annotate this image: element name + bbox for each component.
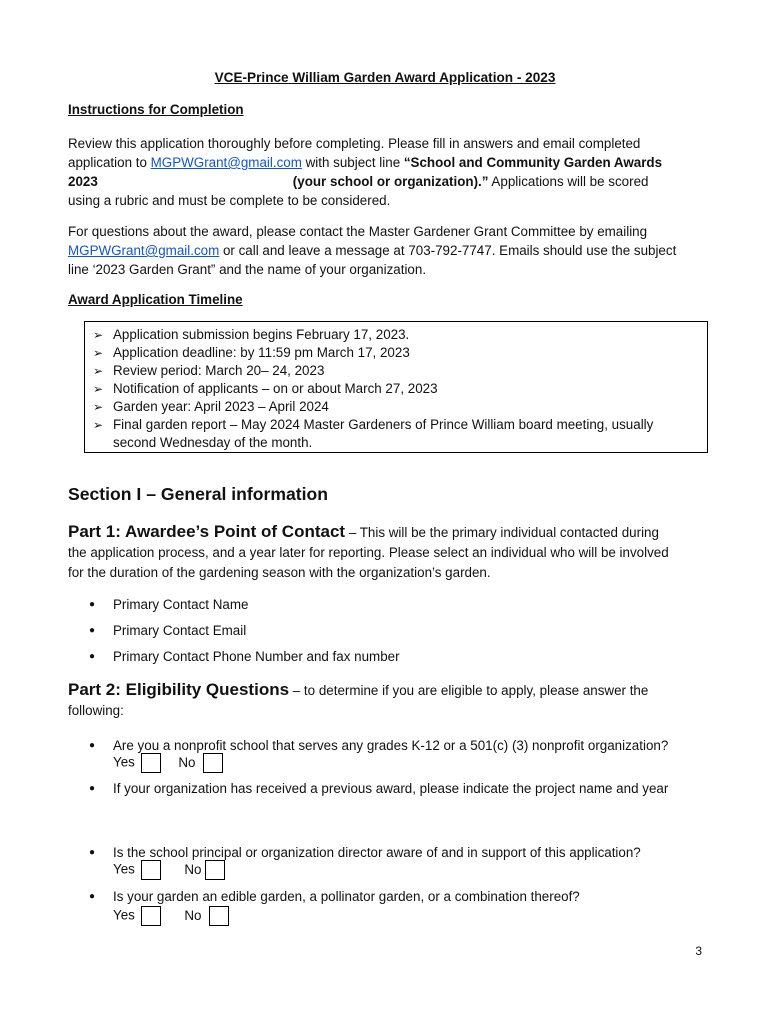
arrow-bullet-icon: ➢ (93, 382, 104, 396)
question-4: Is your garden an edible garden, a pollinator garden, or a combination thereof? (113, 889, 580, 904)
arrow-bullet-icon: ➢ (93, 418, 104, 432)
section-heading: Section I – General information (68, 484, 329, 504)
text: application to (68, 155, 151, 170)
instructions-line (68, 172, 708, 191)
bullet-icon: ● (89, 651, 96, 662)
bullet-icon: ● (89, 891, 96, 902)
instructions-heading: Instructions for Completion (68, 102, 244, 117)
instructions-line: Review this application thoroughly before completing. Please fill in answers and email completed (68, 136, 641, 151)
no-checkbox[interactable] (205, 860, 225, 880)
instructions-paragraph-1 (68, 134, 708, 210)
bold-text: “School and Community Garden Awards (403, 155, 663, 170)
timeline-box (84, 321, 708, 453)
timeline-text: Application deadline: by 11:59 pm March 17, 2023 (113, 345, 410, 360)
no-checkbox[interactable] (203, 753, 223, 773)
yes-label: Yes (113, 861, 135, 877)
question-3: Is the school principal or organization director aware of and in support of this application? (113, 845, 641, 860)
part1-line: the application process, and a year later for reporting. Please select an individual who will be involved (68, 545, 669, 560)
timeline-item (93, 398, 693, 416)
part1-line (68, 522, 708, 543)
timeline-text: Final garden report – May 2024 Master Gardeners of Prince William board meeting, usually second Wednesday of the month. (113, 417, 654, 450)
bullet-icon: ● (89, 625, 96, 636)
timeline-text: Review period: March 20– 24, 2023 (113, 363, 325, 378)
contact-item: Primary Contact Name (113, 597, 249, 612)
yes-checkbox[interactable] (141, 860, 161, 880)
contact-item: Primary Contact Phone Number and fax number (113, 649, 400, 664)
instructions-line: line ‘2023 Garden Grant” and the name of your organization. (68, 262, 427, 277)
timeline-item (93, 344, 693, 362)
email-link[interactable]: MGPWGrant@gmail.com (68, 243, 220, 258)
yes-checkbox[interactable] (141, 753, 161, 773)
arrow-bullet-icon: ➢ (93, 400, 104, 414)
timeline-item (93, 326, 693, 344)
question-4-answers (113, 906, 229, 926)
part1-title: Part 1: Awardee’s Point of Contact (68, 522, 346, 541)
bullet-icon: ● (89, 599, 96, 610)
question-1: Are you a nonprofit school that serves any grades K-12 or a 501(c) (3) nonprofit organization? (113, 738, 669, 753)
yes-checkbox[interactable] (141, 906, 161, 926)
part1-line: for the duration of the gardening season with the organization’s garden. (68, 565, 491, 580)
instructions-line: For questions about the award, please contact the Master Gardener Grant Committee by emailing (68, 224, 648, 239)
no-label: No (184, 907, 202, 923)
part2-title: Part 2: Eligibility Questions (68, 680, 290, 699)
timeline-text: Application submission begins February 17, 2023. (113, 327, 410, 342)
timeline-text: Notification of applicants – on or about March 27, 2023 (113, 381, 438, 396)
yes-label: Yes (113, 754, 135, 770)
bold-text: 2023 (68, 174, 98, 189)
instructions-line: using a rubric and must be complete to be considered. (68, 193, 391, 208)
no-label: No (178, 754, 196, 770)
yes-label: Yes (113, 907, 135, 923)
timeline-text: Garden year: April 2023 – April 2024 (113, 399, 329, 414)
contact-item: Primary Contact Email (113, 623, 247, 638)
question-3-answers (113, 860, 225, 880)
instructions-paragraph-2 (68, 222, 708, 279)
bullet-icon: ● (89, 740, 96, 751)
part2-line: following: (68, 703, 124, 718)
no-label: No (184, 861, 202, 877)
bold-text: (your school or organization).” (292, 174, 489, 189)
timeline-heading: Award Application Timeline (68, 292, 243, 307)
text: with subject line (301, 155, 404, 170)
bullet-icon: ● (89, 847, 96, 858)
part2-block (68, 680, 708, 721)
email-link[interactable]: MGPWGrant@gmail.com (150, 155, 302, 170)
timeline-item (93, 416, 693, 452)
timeline-item (93, 380, 693, 398)
part2-line (68, 680, 708, 701)
text: Applications will be scored (488, 174, 649, 189)
arrow-bullet-icon: ➢ (93, 328, 104, 342)
no-checkbox[interactable] (209, 906, 229, 926)
instructions-line (68, 241, 708, 260)
part1-block (68, 522, 708, 583)
instructions-line (68, 153, 708, 172)
text: or call and leave a message at 703-792-7747. Emails should use the subject (219, 243, 677, 258)
text: – to determine if you are eligible to apply, please answer the (289, 683, 649, 698)
bullet-icon: ● (89, 783, 96, 794)
arrow-bullet-icon: ➢ (93, 346, 104, 360)
text: – This will be the primary individual contacted during (345, 525, 659, 540)
document-title: VCE-Prince William Garden Award Application - 2023 (214, 70, 556, 85)
page-number: 3 (695, 944, 702, 958)
question-1-answers (113, 753, 223, 773)
arrow-bullet-icon: ➢ (93, 364, 104, 378)
timeline-item (93, 362, 693, 380)
question-2: If your organization has received a previous award, please indicate the project name and year (113, 781, 669, 796)
